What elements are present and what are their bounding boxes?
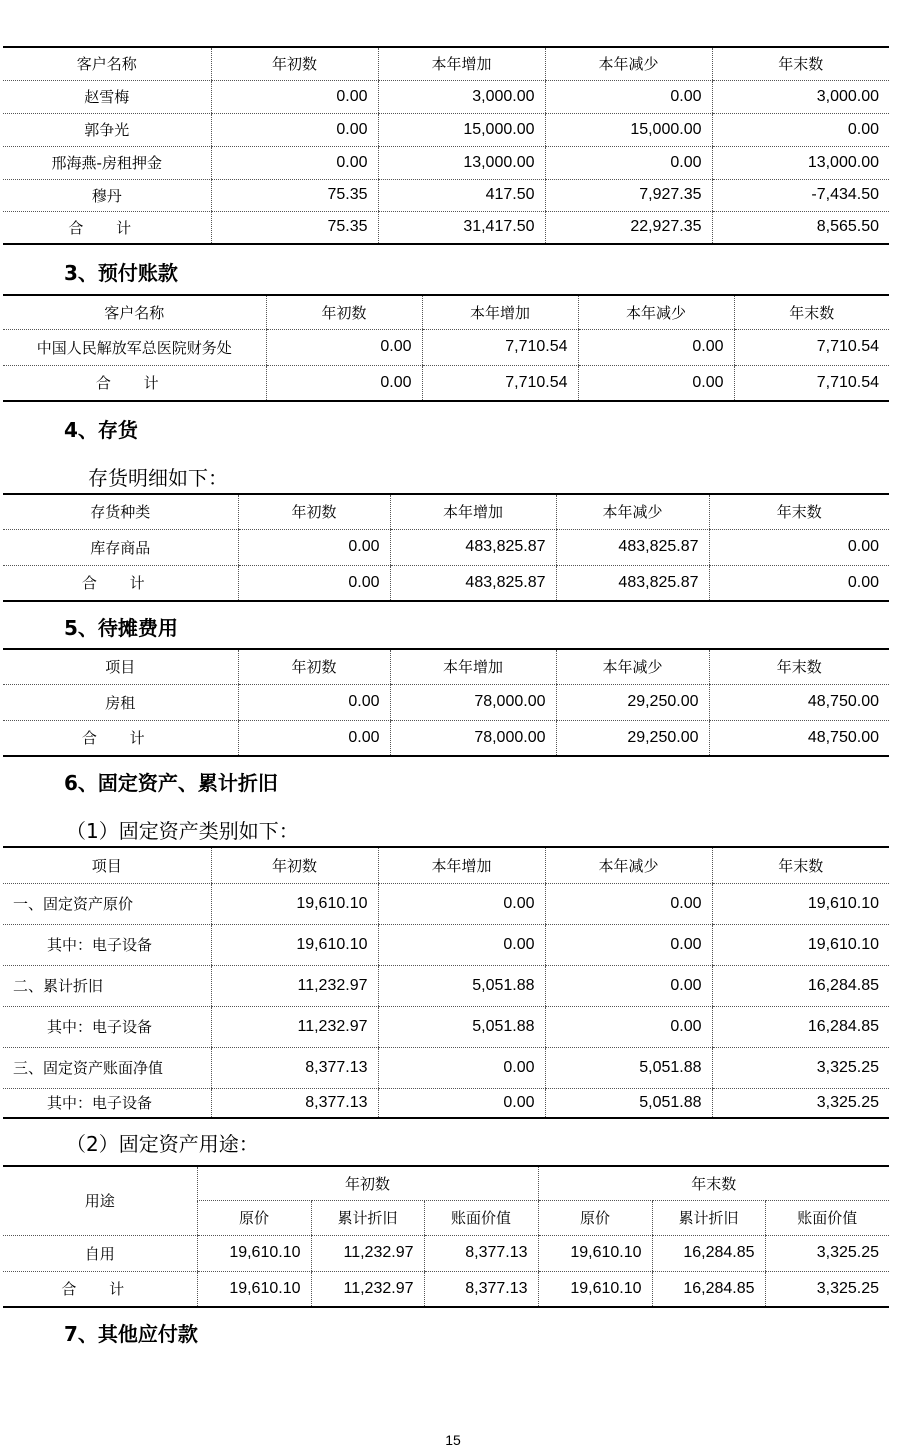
subheader-cell: 累计折旧: [652, 1200, 765, 1235]
customer-name-cell: 邢海燕-房租押金: [3, 146, 211, 179]
total-label: 合 计: [3, 211, 211, 244]
value-cell: 3,325.25: [712, 1088, 889, 1118]
value-cell: 0.00: [378, 1047, 545, 1088]
value-cell: 0.00: [578, 329, 734, 365]
table-row: [3, 329, 889, 365]
value-cell: 78,000.00: [390, 684, 556, 720]
total-value: 8,565.50: [712, 211, 889, 244]
table-row: [3, 924, 889, 965]
total-value: 19,610.10: [197, 1271, 311, 1307]
item-cell: 其中：电子设备: [3, 1088, 211, 1118]
header-cell: 年末数: [712, 847, 889, 883]
value-cell: 3,000.00: [378, 80, 545, 113]
item-cell: 三、固定资产账面净值: [3, 1047, 211, 1088]
total-row: [3, 1271, 889, 1307]
header-cell: 项目: [3, 649, 238, 684]
header-cell: 本年减少: [545, 47, 712, 80]
total-label: 合 计: [3, 365, 266, 401]
subheader-cell: 原价: [197, 1200, 311, 1235]
section-title-prepayments: 3、预付账款: [64, 261, 178, 285]
prepayments-table: [3, 294, 889, 402]
purpose-cell: 自用: [3, 1235, 197, 1271]
header-cell: 年初数: [211, 47, 378, 80]
customer-name-cell: 中国人民解放军总医院财务处: [3, 329, 266, 365]
header-cell: 本年增加: [378, 847, 545, 883]
inventory-table: [3, 493, 889, 602]
header-cell: 年末数: [709, 494, 889, 529]
total-value: 8,377.13: [424, 1271, 538, 1307]
table-row: [3, 883, 889, 924]
total-value: 31,417.50: [378, 211, 545, 244]
section-title-other-payables: 7、其他应付款: [64, 1322, 198, 1346]
table-header-row: [3, 295, 889, 329]
table-row: [3, 529, 889, 565]
item-cell: 其中：电子设备: [3, 1006, 211, 1047]
total-value: 7,710.54: [734, 365, 889, 401]
section-title-inventory: 4、存货: [64, 418, 138, 442]
header-cell: 项目: [3, 847, 211, 883]
value-cell: -7,434.50: [712, 179, 889, 211]
header-cell: 本年增加: [390, 494, 556, 529]
value-cell: 19,610.10: [712, 883, 889, 924]
total-row: [3, 565, 889, 601]
value-cell: 0.00: [238, 684, 390, 720]
header-cell: 客户名称: [3, 47, 211, 80]
group-header-end: 年末数: [538, 1166, 889, 1200]
table-row: [3, 80, 889, 113]
value-cell: 15,000.00: [378, 113, 545, 146]
fixed-assets-category-table: [3, 846, 889, 1119]
subheader-cell: 原价: [538, 1200, 652, 1235]
total-row: [3, 720, 889, 756]
item-cell: 一、固定资产原价: [3, 883, 211, 924]
header-cell: 本年减少: [556, 649, 709, 684]
header-cell: 年初数: [238, 649, 390, 684]
header-cell: 本年增加: [378, 47, 545, 80]
value-cell: 3,000.00: [712, 80, 889, 113]
total-value: 0.00: [238, 565, 390, 601]
table-row: [3, 1088, 889, 1118]
table-row: [3, 684, 889, 720]
value-cell: 16,284.85: [712, 1006, 889, 1047]
inventory-intro: 存货明细如下：: [88, 466, 228, 490]
total-value: 3,325.25: [765, 1271, 889, 1307]
subheader-cell: 账面价值: [424, 1200, 538, 1235]
value-cell: 7,710.54: [422, 329, 578, 365]
subheader-cell: 累计折旧: [311, 1200, 424, 1235]
value-cell: 13,000.00: [378, 146, 545, 179]
table-row: [3, 965, 889, 1006]
customer-name-cell: 赵雪梅: [3, 80, 211, 113]
header-cell: 年初数: [238, 494, 390, 529]
total-value: 75.35: [211, 211, 378, 244]
category-cell: 库存商品: [3, 529, 238, 565]
fixed-assets-usage-subtitle: （2）固定资产用途：: [66, 1132, 259, 1156]
table-header-row: [3, 847, 889, 883]
value-cell: 3,325.25: [712, 1047, 889, 1088]
value-cell: 13,000.00: [712, 146, 889, 179]
table-row: [3, 113, 889, 146]
table-header-row: [3, 494, 889, 529]
subheader-cell: 账面价值: [765, 1200, 889, 1235]
total-value: 0.00: [578, 365, 734, 401]
value-cell: 483,825.87: [556, 529, 709, 565]
value-cell: 0.00: [211, 146, 378, 179]
value-cell: 0.00: [378, 924, 545, 965]
section-title-fixed-assets: 6、固定资产、累计折旧: [64, 771, 278, 795]
section-title-prepaid-expenses: 5、待摊费用: [64, 616, 178, 640]
receivables-table: [3, 46, 889, 245]
value-cell: 5,051.88: [545, 1088, 712, 1118]
value-cell: 19,610.10: [211, 883, 378, 924]
header-cell: 年末数: [712, 47, 889, 80]
table-row: [3, 1006, 889, 1047]
value-cell: 11,232.97: [211, 1006, 378, 1047]
value-cell: 0.00: [378, 883, 545, 924]
value-cell: 0.00: [545, 924, 712, 965]
fixed-assets-usage-table: [3, 1165, 889, 1308]
value-cell: 483,825.87: [390, 529, 556, 565]
prepaid-expenses-table: [3, 648, 889, 757]
value-cell: 19,610.10: [538, 1235, 652, 1271]
total-value: 483,825.87: [390, 565, 556, 601]
value-cell: 7,710.54: [734, 329, 889, 365]
group-header-begin: 年初数: [197, 1166, 538, 1200]
value-cell: 11,232.97: [211, 965, 378, 1006]
total-value: 29,250.00: [556, 720, 709, 756]
value-cell: 0.00: [266, 329, 422, 365]
header-cell: 客户名称: [3, 295, 266, 329]
header-cell: 本年增加: [390, 649, 556, 684]
value-cell: 0.00: [378, 1088, 545, 1118]
table-row: [3, 146, 889, 179]
value-cell: 19,610.10: [197, 1235, 311, 1271]
value-cell: 8,377.13: [211, 1088, 378, 1118]
total-label: 合 计: [3, 720, 238, 756]
header-cell: 年末数: [734, 295, 889, 329]
customer-name-cell: 穆丹: [3, 179, 211, 211]
total-value: 16,284.85: [652, 1271, 765, 1307]
header-cell: 年末数: [709, 649, 889, 684]
header-cell: 本年减少: [556, 494, 709, 529]
total-value: 48,750.00: [709, 720, 889, 756]
header-cell: 年初数: [211, 847, 378, 883]
value-cell: 11,232.97: [311, 1235, 424, 1271]
customer-name-cell: 郭争光: [3, 113, 211, 146]
value-cell: 0.00: [238, 529, 390, 565]
value-cell: 0.00: [545, 883, 712, 924]
total-value: 11,232.97: [311, 1271, 424, 1307]
table-header-row: [3, 649, 889, 684]
total-label: 合 计: [3, 1271, 197, 1307]
value-cell: 16,284.85: [712, 965, 889, 1006]
table-header-row: [3, 47, 889, 80]
value-cell: 0.00: [545, 965, 712, 1006]
value-cell: 5,051.88: [378, 965, 545, 1006]
total-value: 483,825.87: [556, 565, 709, 601]
value-cell: 0.00: [709, 529, 889, 565]
total-row: [3, 211, 889, 244]
total-value: 78,000.00: [390, 720, 556, 756]
table-row: [3, 179, 889, 211]
item-cell: 其中：电子设备: [3, 924, 211, 965]
value-cell: 7,927.35: [545, 179, 712, 211]
table-row: [3, 1047, 889, 1088]
item-cell: 二、累计折旧: [3, 965, 211, 1006]
total-value: 0.00: [238, 720, 390, 756]
table-header-row: [3, 1166, 889, 1200]
value-cell: 5,051.88: [378, 1006, 545, 1047]
value-cell: 19,610.10: [211, 924, 378, 965]
value-cell: 0.00: [545, 146, 712, 179]
header-cell: 本年减少: [545, 847, 712, 883]
fixed-assets-categories-subtitle: （1）固定资产类别如下：: [66, 819, 299, 843]
header-cell: 本年增加: [422, 295, 578, 329]
header-cell: 本年减少: [578, 295, 734, 329]
total-value: 0.00: [266, 365, 422, 401]
value-cell: 417.50: [378, 179, 545, 211]
value-cell: 0.00: [211, 80, 378, 113]
value-cell: 29,250.00: [556, 684, 709, 720]
total-value: 19,610.10: [538, 1271, 652, 1307]
value-cell: 0.00: [211, 113, 378, 146]
total-label: 合 计: [3, 565, 238, 601]
value-cell: 5,051.88: [545, 1047, 712, 1088]
total-row: [3, 365, 889, 401]
total-value: 22,927.35: [545, 211, 712, 244]
header-cell: 存货种类: [3, 494, 238, 529]
value-cell: 0.00: [545, 80, 712, 113]
item-cell: 房租: [3, 684, 238, 720]
value-cell: 0.00: [545, 1006, 712, 1047]
page-number: 15: [445, 1432, 461, 1448]
total-value: 0.00: [709, 565, 889, 601]
value-cell: 8,377.13: [424, 1235, 538, 1271]
table-row: [3, 1235, 889, 1271]
value-cell: 15,000.00: [545, 113, 712, 146]
value-cell: 48,750.00: [709, 684, 889, 720]
value-cell: 75.35: [211, 179, 378, 211]
value-cell: 16,284.85: [652, 1235, 765, 1271]
value-cell: 19,610.10: [712, 924, 889, 965]
header-cell: 用途: [3, 1166, 197, 1235]
value-cell: 3,325.25: [765, 1235, 889, 1271]
header-cell: 年初数: [266, 295, 422, 329]
total-value: 7,710.54: [422, 365, 578, 401]
value-cell: 0.00: [712, 113, 889, 146]
value-cell: 8,377.13: [211, 1047, 378, 1088]
